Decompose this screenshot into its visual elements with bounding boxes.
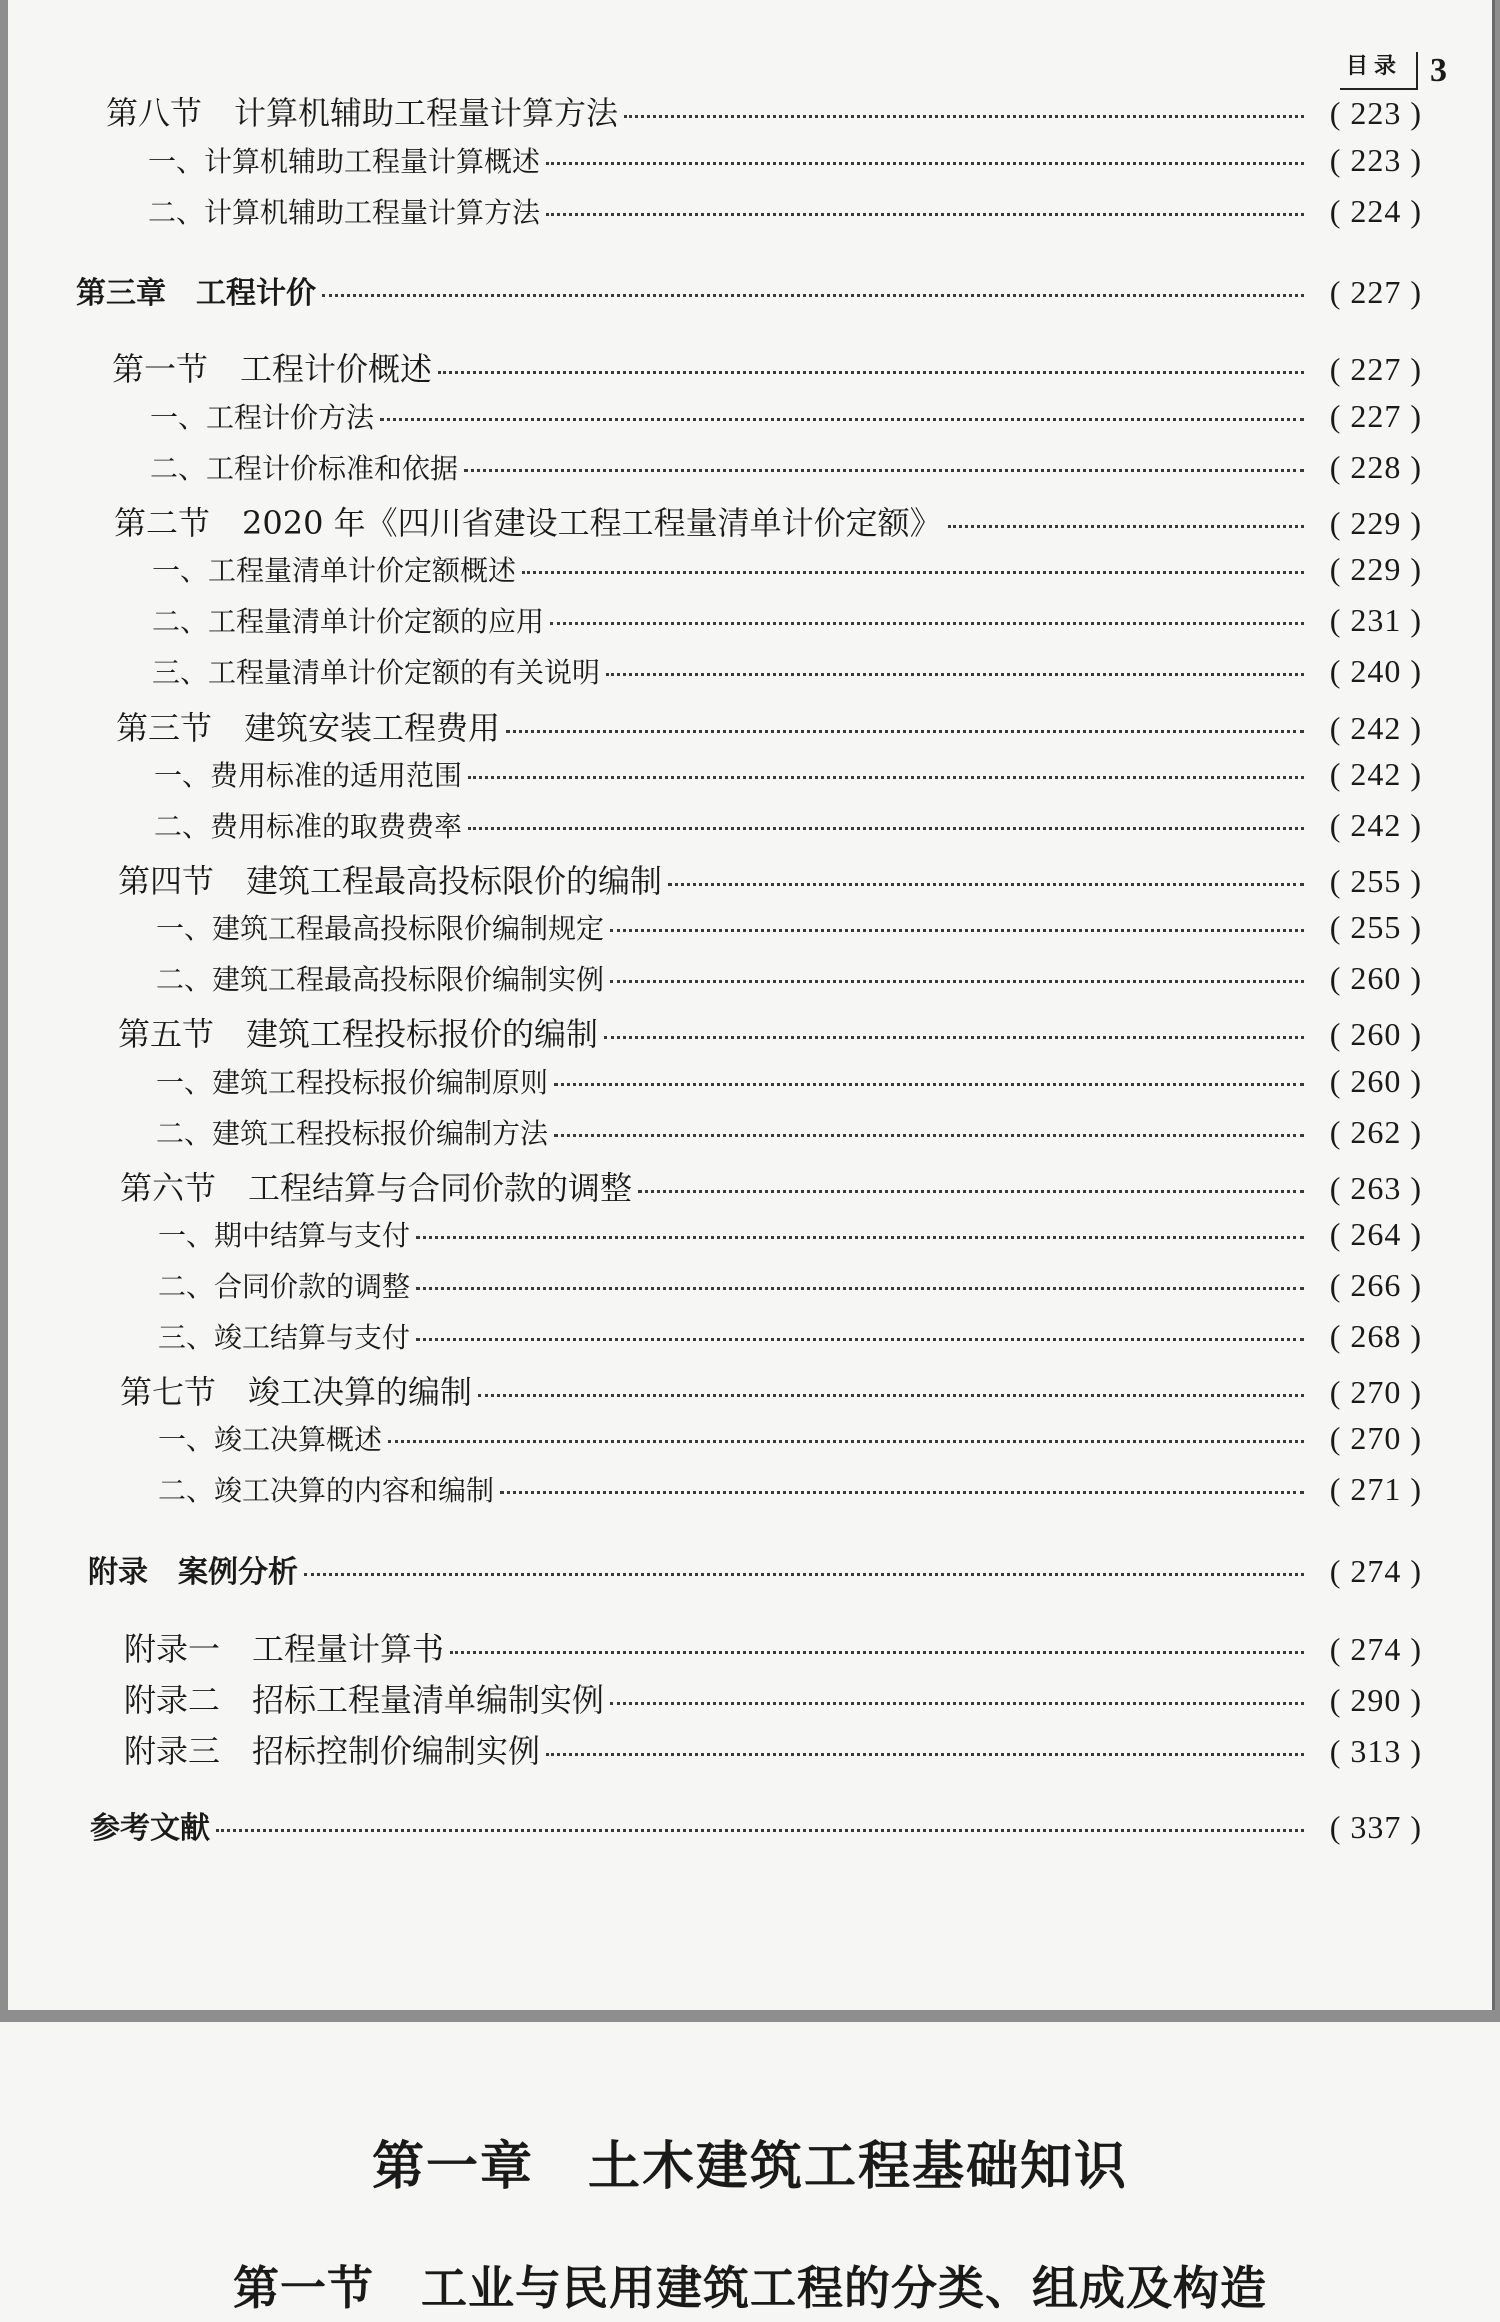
toc-leader-dots: [610, 929, 1304, 932]
toc-entry-page: ( 242 ): [1329, 807, 1422, 843]
toc-entry: [124, 1675, 1422, 1721]
toc-entry-page: ( 228 ): [1329, 449, 1422, 485]
toc-entry-page: ( 227 ): [1329, 274, 1422, 310]
toc-entry: [158, 1316, 1422, 1356]
chapter-title: 第一章 土木建筑工程基础知识: [371, 2137, 1128, 2197]
toc-entry: [156, 1061, 1422, 1101]
toc-entry-label: 二、竣工决算的内容和编制: [158, 1474, 495, 1507]
toc-entry-label: 一、计算机辅助工程量计算概述: [148, 145, 541, 178]
toc-leader-dots: [554, 1083, 1304, 1086]
toc-entry-label: 二、工程量清单计价定额的应用: [152, 605, 545, 638]
toc-leader-dots: [506, 730, 1304, 733]
toc-entry: [154, 805, 1422, 845]
toc-entry-page: ( 227 ): [1329, 398, 1422, 434]
toc-entry-page: ( 229 ): [1329, 505, 1422, 541]
toc-entry: [90, 1803, 1422, 1847]
toc-entry-label: 三、工程量清单计价定额的有关说明: [152, 656, 601, 689]
toc-entry-label: 二、合同价款的调整: [158, 1270, 411, 1303]
toc-entry-page: ( 227 ): [1329, 351, 1422, 387]
toc-leader-dots: [304, 1573, 1304, 1576]
toc-entry-page: ( 271 ): [1329, 1471, 1422, 1507]
toc-entry-label: 第三节 建筑安装工程费用: [116, 709, 501, 747]
toc-leader-dots: [500, 1491, 1304, 1494]
toc-entry-label: 二、建筑工程投标报价编制方法: [156, 1117, 549, 1150]
toc-entry-page: ( 224 ): [1329, 193, 1422, 229]
toc-leader-dots: [668, 883, 1304, 886]
toc-entry: [112, 344, 1422, 390]
toc-entry-label: 一、费用标准的适用范围: [154, 759, 463, 792]
toc-entry-label: 一、建筑工程最高投标限价编制规定: [156, 912, 605, 945]
toc-entry-page: ( 268 ): [1329, 1318, 1422, 1354]
toc-entry-page: ( 240 ): [1329, 653, 1422, 689]
toc-entry-label: 二、工程计价标准和依据: [150, 452, 459, 485]
toc-entry: [114, 498, 1422, 544]
page-number: 3: [1430, 52, 1447, 89]
toc-entry: [118, 856, 1422, 902]
toc-entry-label: 第八节 计算机辅助工程量计算方法: [106, 94, 619, 132]
toc-entry-page: ( 231 ): [1329, 602, 1422, 638]
toc-leader-dots: [380, 418, 1304, 421]
toc-leader-dots: [606, 673, 1304, 676]
toc-entry-page: ( 274 ): [1329, 1631, 1422, 1667]
toc-leader-dots: [610, 980, 1304, 983]
toc-entry-label: 一、竣工决算概述: [158, 1423, 383, 1456]
toc-entry-label: 一、期中结算与支付: [158, 1219, 411, 1252]
toc-entry-label: 第一节 工程计价概述: [112, 350, 433, 388]
toc-leader-dots: [322, 294, 1304, 297]
toc-leader-dots: [468, 827, 1304, 830]
toc-entry-page: ( 242 ): [1329, 710, 1422, 746]
toc-entry-page: ( 223 ): [1329, 95, 1422, 131]
toc-entry-label: 第四节 建筑工程最高投标限价的编制: [118, 862, 663, 900]
toc-entry-label: 第五节 建筑工程投标报价的编制: [118, 1015, 599, 1053]
toc-entry: [158, 1469, 1422, 1509]
toc-entry-label: 一、工程量清单计价定额概述: [152, 554, 517, 587]
toc-entry: [116, 703, 1422, 749]
toc-entry-label: 第二节 2020 年《四川省建设工程工程量清单计价定额》: [114, 504, 942, 542]
toc-entry-label: 附录三 招标控制价编制实例: [124, 1732, 541, 1770]
toc-entry-label: 参考文献: [90, 1811, 210, 1846]
toc-leader-dots: [468, 776, 1304, 779]
toc-entry-label: 附录二 招标工程量清单编制实例: [124, 1681, 605, 1719]
toc-entry-page: ( 264 ): [1329, 1216, 1422, 1252]
toc-entry: [152, 600, 1422, 640]
toc-entry: [158, 1418, 1422, 1458]
toc-entry: [158, 1214, 1422, 1254]
toc-leader-dots: [416, 1338, 1304, 1341]
toc-entry: [76, 268, 1422, 312]
toc-entry-page: ( 262 ): [1329, 1114, 1422, 1150]
running-head-title: 目录: [1340, 52, 1418, 90]
toc-entry-label: 二、计算机辅助工程量计算方法: [148, 196, 541, 229]
toc-entry-page: ( 260 ): [1329, 1063, 1422, 1099]
toc-leader-dots: [546, 213, 1304, 216]
toc-entry-label: 三、竣工结算与支付: [158, 1321, 411, 1354]
toc-leader-dots: [216, 1829, 1304, 1832]
toc-leader-dots: [948, 525, 1304, 528]
toc-entry: [124, 1624, 1422, 1670]
toc-entry-page: ( 337 ): [1329, 1809, 1422, 1845]
toc-entry-page: ( 266 ): [1329, 1267, 1422, 1303]
toc-entry: [156, 1112, 1422, 1152]
toc-entry: [156, 907, 1422, 947]
toc-entry-page: ( 260 ): [1329, 960, 1422, 996]
toc-leader-dots: [610, 1702, 1304, 1705]
toc-leader-dots: [522, 571, 1304, 574]
toc-leader-dots: [550, 622, 1304, 625]
toc-leader-dots: [450, 1651, 1304, 1654]
toc-entry-label: 第七节 竣工决算的编制: [120, 1373, 473, 1411]
toc-entry: [152, 651, 1422, 691]
toc-entry: [88, 1547, 1422, 1591]
section-title: 第一节 工业与民用建筑工程的分类、组成及构造: [233, 2261, 1267, 2315]
toc-entry: [148, 140, 1422, 180]
toc-entry-page: ( 255 ): [1329, 909, 1422, 945]
toc-entry-page: ( 290 ): [1329, 1682, 1422, 1718]
toc-entry: [106, 88, 1422, 134]
toc-entry: [158, 1265, 1422, 1305]
toc-leader-dots: [416, 1287, 1304, 1290]
toc-entry-page: ( 242 ): [1329, 756, 1422, 792]
toc-entry-page: ( 223 ): [1329, 142, 1422, 178]
toc-leader-dots: [546, 1753, 1304, 1756]
toc-page-sheet: [8, 0, 1495, 2010]
toc-entry-label: 二、建筑工程最高投标限价编制实例: [156, 963, 605, 996]
toc-entry: [118, 1009, 1422, 1055]
toc-entry-page: ( 270 ): [1329, 1420, 1422, 1456]
toc-entry: [156, 958, 1422, 998]
toc-entry-page: ( 270 ): [1329, 1374, 1422, 1410]
toc-leader-dots: [464, 469, 1304, 472]
toc-entry-page: ( 263 ): [1329, 1170, 1422, 1206]
toc-entry: [150, 447, 1422, 487]
toc-leader-dots: [478, 1394, 1304, 1397]
toc-entry-page: ( 255 ): [1329, 863, 1422, 899]
toc-entry-label: 第六节 工程结算与合同价款的调整: [120, 1169, 633, 1207]
toc-leader-dots: [554, 1134, 1304, 1137]
toc-entry: [152, 549, 1422, 589]
table-of-contents: [8, 0, 1492, 2010]
toc-entry: [120, 1163, 1422, 1209]
toc-entry: [150, 396, 1422, 436]
toc-entry-page: ( 229 ): [1329, 551, 1422, 587]
toc-entry-label: 二、费用标准的取费费率: [154, 810, 463, 843]
toc-leader-dots: [438, 371, 1304, 374]
toc-entry-label: 一、建筑工程投标报价编制原则: [156, 1066, 549, 1099]
toc-entry-label: 附录 案例分析: [88, 1555, 298, 1590]
toc-entry: [148, 191, 1422, 231]
toc-leader-dots: [388, 1440, 1304, 1443]
toc-entry-page: ( 274 ): [1329, 1553, 1422, 1589]
toc-leader-dots: [604, 1036, 1304, 1039]
toc-entry: [120, 1367, 1422, 1413]
toc-entry: [124, 1726, 1422, 1772]
toc-entry: [154, 754, 1422, 794]
toc-entry-page: ( 313 ): [1329, 1733, 1422, 1769]
toc-leader-dots: [638, 1190, 1304, 1193]
next-page-sheet: [0, 2022, 1500, 2322]
toc-leader-dots: [416, 1236, 1304, 1239]
toc-entry-label: 一、工程计价方法: [150, 401, 375, 434]
toc-leader-dots: [546, 162, 1304, 165]
toc-entry-label: 第三章 工程计价: [76, 276, 316, 311]
toc-leader-dots: [624, 115, 1304, 118]
toc-entry-label: 附录一 工程量计算书: [124, 1630, 445, 1668]
toc-entry-page: ( 260 ): [1329, 1016, 1422, 1052]
